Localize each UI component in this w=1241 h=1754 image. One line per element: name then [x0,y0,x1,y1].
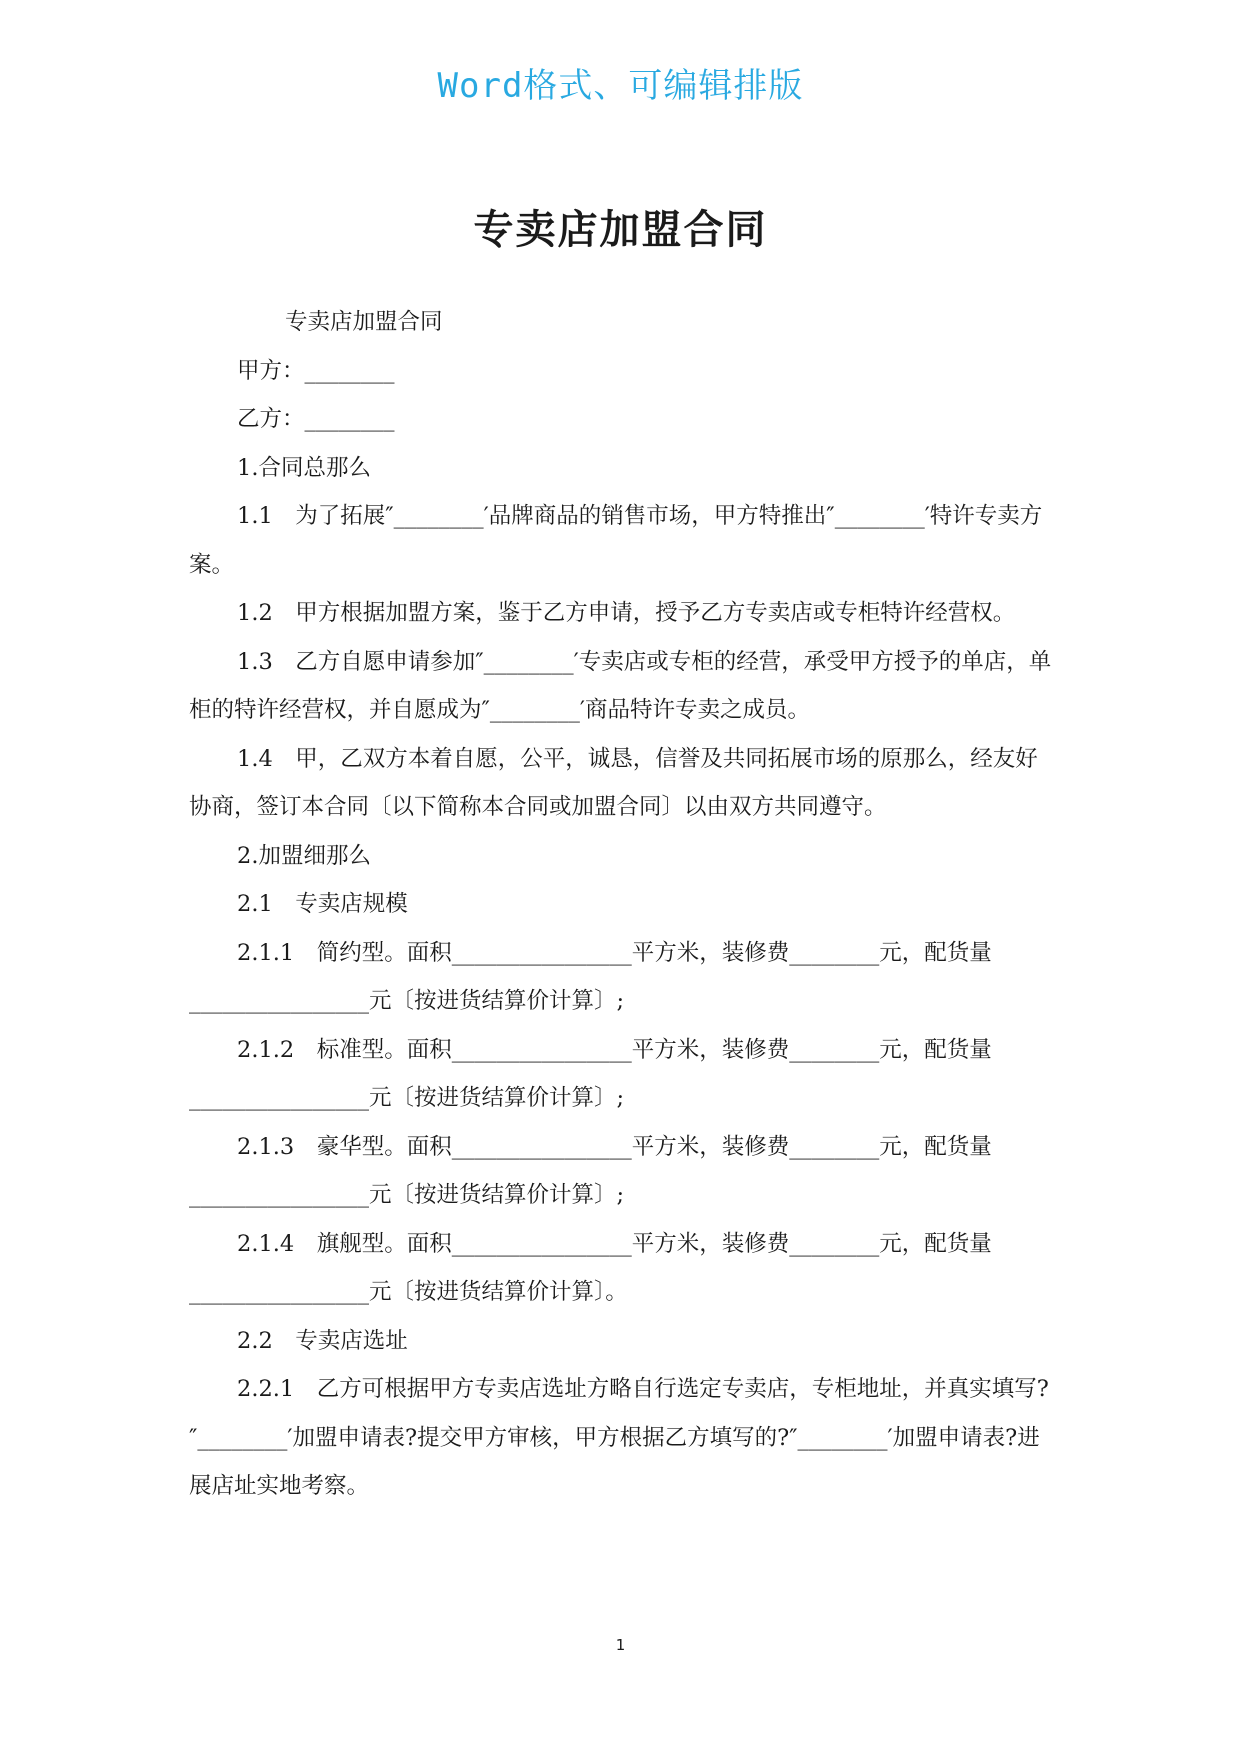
clause-paragraph: 2.1.1 简约型。面积________________平方米，装修费________元，配货量________________元〔按进货结算价计算〕; [189,939,992,1014]
clause-paragraph: 1.2 甲方根据加盟方案，鉴于乙方申请，授予乙方专卖店或专柜特许经营权。 [237,600,1016,626]
clause-paragraph: 1.3 乙方自愿申请参加″________′专卖店或专柜的经营，承受甲方授予的单店，单柜的特许经营权，并自愿成为″________′商品特许专卖之成员。 [189,648,1052,723]
contract-subtitle: 专卖店加盟合同 [285,309,443,335]
document-title: 专卖店加盟合同 [473,206,768,253]
clause-paragraph: 2.1.2 标准型。面积________________平方米，装修费________元，配货量________________元〔按进货结算价计算〕; [189,1036,992,1111]
clause-paragraph: 1.1 为了拓展″________′品牌商品的销售市场，甲方特推出″________′特许专卖方案。 [189,503,1043,578]
subsection-heading: 2.1 专卖店规模 [237,891,408,917]
section-heading: 2.加盟细那么 [237,842,371,869]
document-body [189,298,1055,1511]
party-b-line: 乙方：________ [237,406,395,432]
clause-paragraph: 2.1.3 豪华型。面积________________平方米，装修费________元，配货量________________元〔按进货结算价计算〕; [189,1133,992,1208]
section-heading: 1.合同总那么 [237,454,371,481]
header-banner: Word格式、可编辑排版 [437,66,804,106]
subsection-heading: 2.2 专卖店选址 [237,1327,408,1354]
clause-paragraph: 2.2.1 乙方可根据甲方专卖店选址方略自行选定专卖店，专柜地址，并真实填写?″________′加盟申请表?提交甲方审核，甲方根据乙方填写的?″________′加盟申请表?进展店址实地考察。 [189,1376,1049,1499]
clause-paragraph: 1.4 甲，乙双方本着自愿，公平，诚恳，信誉及共同拓展市场的原那么，经友好协商，签订本合同〔以下简称本合同或加盟合同〕以由双方共同遵守。 [189,745,1038,820]
clause-paragraph: 2.1.4 旗舰型。面积________________平方米，装修费________元，配货量________________元〔按进货结算价计算〕。 [189,1230,992,1305]
party-a-line: 甲方：________ [237,357,395,384]
page-number: 1 [615,1636,626,1654]
